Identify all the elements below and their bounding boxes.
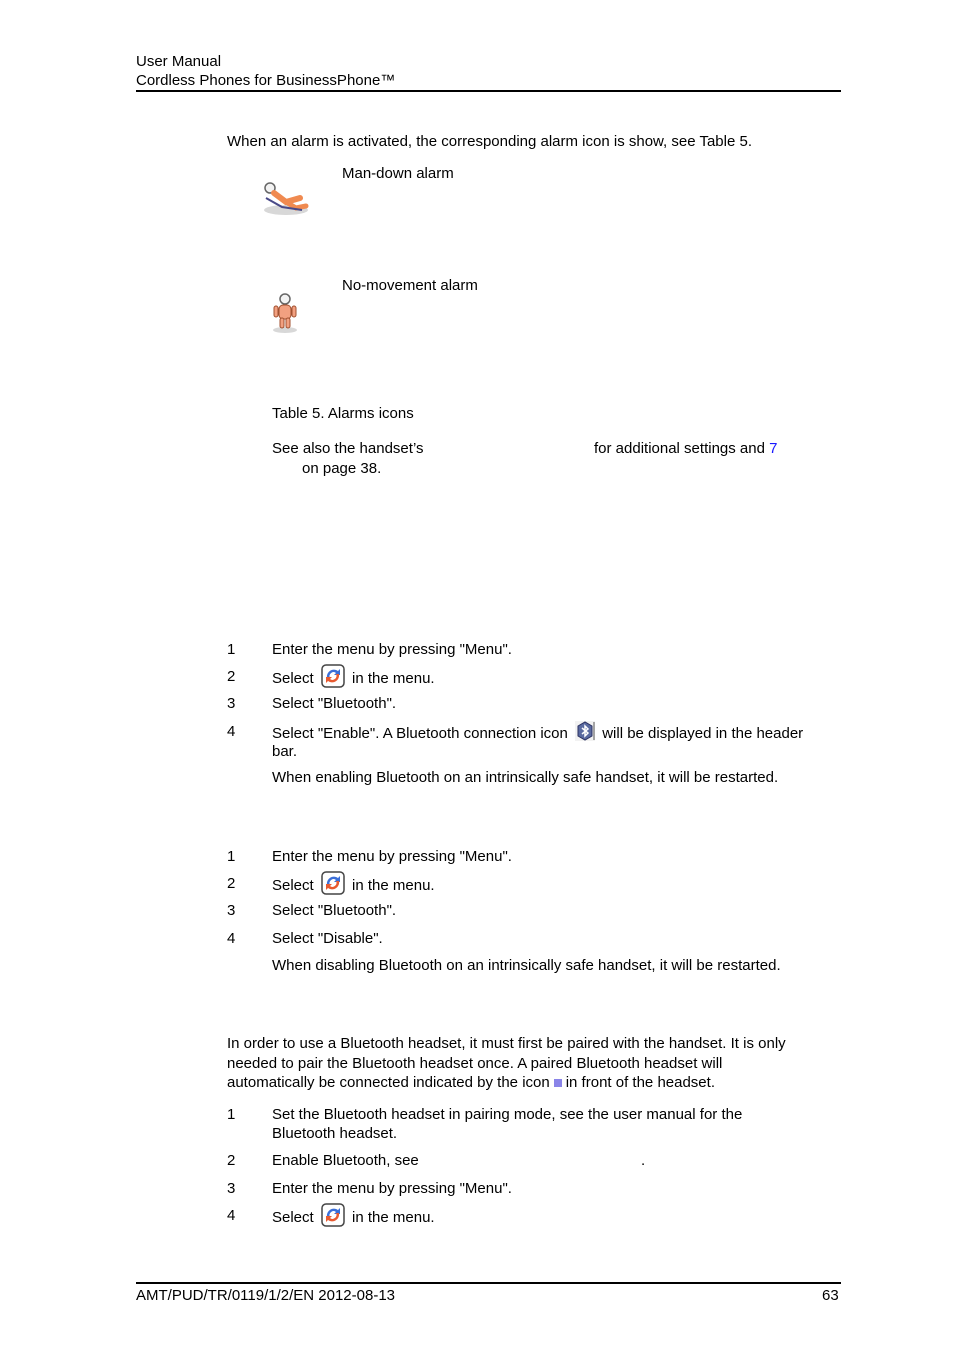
pair-step-1-num: 1	[227, 1106, 236, 1123]
pair-step-2-num: 2	[227, 1152, 236, 1169]
pair-step-1: Set the Bluetooth headset in pairing mode, see the user manual for the	[272, 1106, 743, 1123]
enable-step-3-num: 3	[227, 695, 236, 712]
table-caption: Table 5. Alarms icons	[272, 405, 414, 422]
man-down-label: Man-down alarm	[342, 165, 454, 182]
no-movement-label: No-movement alarm	[342, 277, 478, 294]
enable-step-1: Enter the menu by pressing "Menu".	[272, 641, 512, 658]
pair-step-1-cont: Bluetooth headset.	[272, 1125, 398, 1142]
man-down-alarm-icon	[260, 180, 310, 224]
footer-doc-id: AMT/PUD/TR/0119/1/2/EN 2012-08-13	[136, 1287, 396, 1304]
pairing-line-1: In order to use a Bluetooth headset, it must first be paired with the handset. It is only	[227, 1035, 786, 1052]
enable-step-2: Select in the menu.	[272, 664, 435, 694]
pair-step-4-num: 4	[227, 1207, 236, 1224]
pairing-line-2: needed to pair the Bluetooth headset once. A paired Bluetooth headset will	[227, 1055, 723, 1072]
disable-step-2: Select in the menu.	[272, 871, 435, 901]
connections-icon	[321, 664, 345, 694]
bluetooth-icon	[574, 720, 596, 748]
disable-step-4: Select "Disable".	[272, 930, 383, 947]
disable-note: When disabling Bluetooth on an intrinsically safe handset, it will be restarted.	[272, 957, 781, 974]
pair-step-2-tail: .	[641, 1152, 646, 1169]
connections-icon	[321, 1203, 345, 1233]
disable-step-1: Enter the menu by pressing "Menu".	[272, 848, 512, 865]
enable-step-1-num: 1	[227, 641, 236, 658]
enable-step-2-num: 2	[227, 668, 236, 685]
enable-note: When enabling Bluetooth on an intrinsically safe handset, it will be restarted.	[272, 769, 779, 786]
header-rule	[136, 90, 841, 92]
pair-step-3-num: 3	[227, 1180, 236, 1197]
see-also-link[interactable]: 7	[769, 440, 778, 457]
see-also-part3: on page 38.	[302, 460, 382, 477]
pairing-line-3: automatically be connected indicated by the icon in front of the headset.	[227, 1074, 715, 1091]
disable-step-3: Select "Bluetooth".	[272, 902, 397, 919]
pair-step-2: Enable Bluetooth, see	[272, 1152, 419, 1169]
footer-rule	[136, 1282, 841, 1284]
see-also-part1: See also the handset’s	[272, 440, 424, 457]
footer-page-number: 63	[822, 1287, 839, 1304]
enable-step-4-num: 4	[227, 723, 236, 740]
header-title: User Manual	[136, 53, 222, 70]
enable-step-4: Select "Enable". A Bluetooth connection icon will be displayed in the header	[272, 720, 803, 748]
alarm-intro: When an alarm is activated, the corresponding alarm icon is show, see Table 5.	[227, 133, 752, 150]
paired-headset-icon	[554, 1079, 562, 1087]
disable-step-1-num: 1	[227, 848, 236, 865]
enable-step-4-cont: bar.	[272, 743, 298, 760]
disable-step-2-num: 2	[227, 875, 236, 892]
enable-step-3: Select "Bluetooth".	[272, 695, 397, 712]
disable-step-3-num: 3	[227, 902, 236, 919]
header-subtitle: Cordless Phones for BusinessPhone™	[136, 72, 396, 89]
disable-step-4-num: 4	[227, 930, 236, 947]
no-movement-alarm-icon	[268, 292, 302, 340]
pair-step-4: Select in the menu.	[272, 1203, 435, 1233]
pair-step-3: Enter the menu by pressing "Menu".	[272, 1180, 512, 1197]
connections-icon	[321, 871, 345, 901]
see-also-part2: for additional settings and 7	[594, 440, 778, 457]
